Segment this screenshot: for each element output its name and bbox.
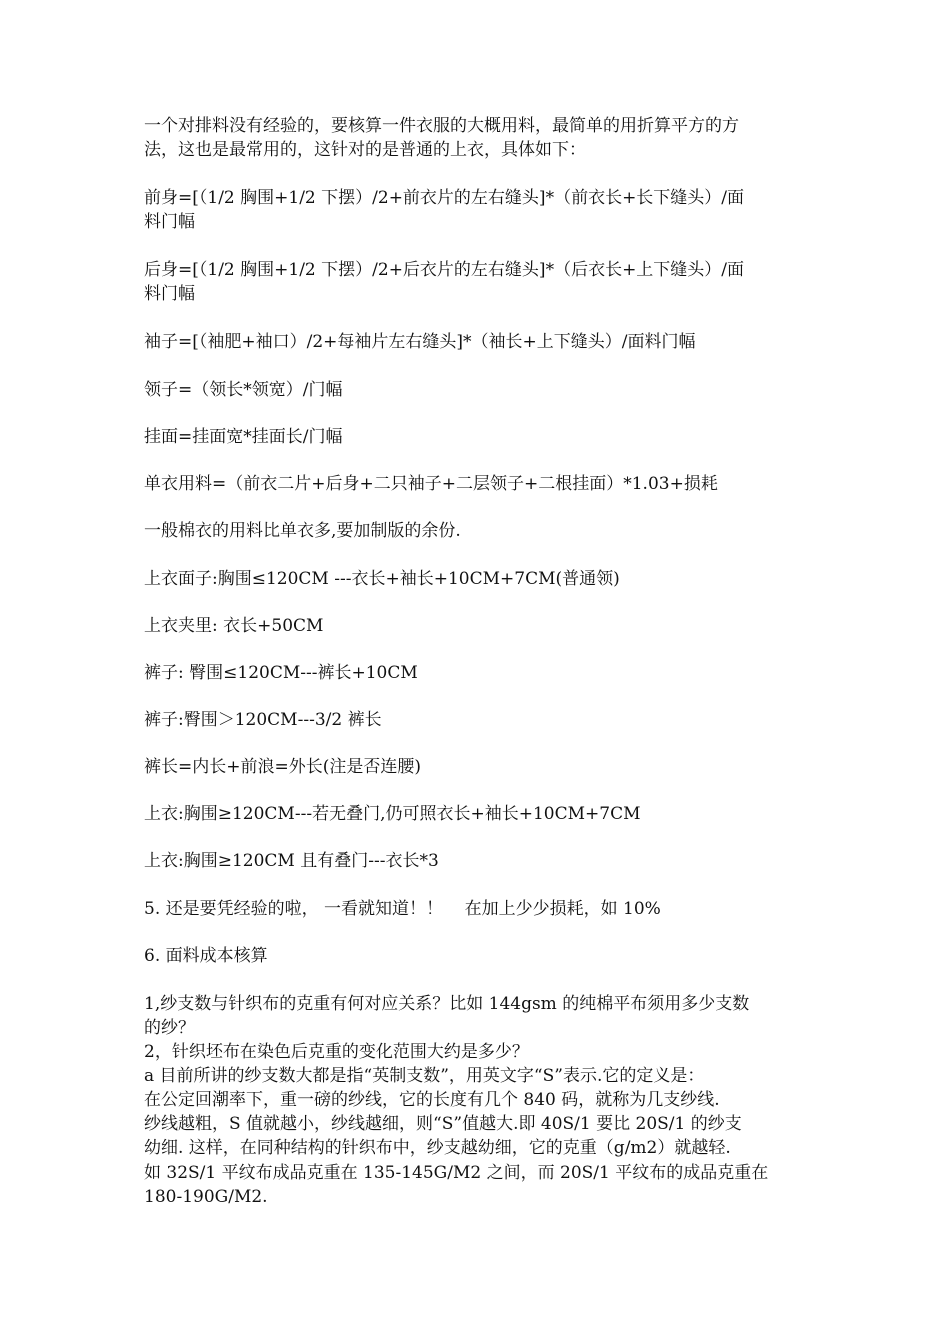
text-line: 裤长=内长+前浪=外长(注是否连腰) [144,757,421,777]
text-line: 前身=[（1/2 胸围+1/2 下摆）/2+前衣片的左右缝头]*（前衣长+长下缝头）/面 [144,188,745,208]
text-line: 1,纱支数与针织布的克重有何对应关系？比如 144gsm 的纯棉平布须用多少支数 [144,994,750,1014]
text-line: 后身=[（1/2 胸围+1/2 下摆）/2+后衣片的左右缝头]*（后衣长+上下缝头）/面 [144,260,745,280]
text-line: 幼细. 这样，在同种结构的针织布中，纱支越幼细，它的克重（g/m2）就越轻. [144,1138,731,1158]
text-line: 上衣:胸围≥120CM 且有叠门---衣长*3 [144,851,439,871]
text-line: 一般棉衣的用料比单衣多,要加制版的余份. [144,521,461,541]
text-line: a 目前所讲的纱支数大都是指“英制支数”，用英文字“S”表示.它的定义是： [144,1066,705,1086]
text-line: 袖子=[（袖肥+袖口）/2+每袖片左右缝头]*（袖长+上下缝头）/面料门幅 [144,332,696,352]
text-line: 挂面=挂面宽*挂面长/门幅 [144,427,343,447]
text-line: 上衣:胸围≥120CM---若无叠门,仍可照衣长+袖长+10CM+7CM [144,804,641,824]
text-line: 裤子:臀围＞120CM---3/2 裤长 [144,710,382,730]
text-line: 料门幅 [144,212,195,232]
text-line: 180-190G/M2. [144,1187,268,1207]
text-line: 纱线越粗，S 值就越小，纱线越细，则“S”值越大.即 40S/1 要比 20S/1 的纱支 [144,1114,742,1134]
text-line: 料门幅 [144,284,195,304]
text-line: 6. 面料成本核算 [144,946,268,966]
text-line: 5. 还是要凭经验的啦， 一看就知道！！ 在加上少少损耗，如 10% [144,899,661,919]
text-line: 如 32S/1 平纹布成品克重在 135-145G/M2 之间，而 20S/1 平纹布的成品克重在 [144,1163,769,1183]
text-line: 法，这也是最常用的，这针对的是普通的上衣，具体如下： [144,140,586,160]
text-line: 的纱？ [144,1018,195,1038]
text-line: 裤子: 臀围≤120CM---裤长+10CM [144,663,418,683]
text-line: 2，针织坯布在染色后克重的变化范围大约是多少？ [144,1042,529,1062]
text-line: 在公定回潮率下，重一磅的纱线，它的长度有几个 840 码，就称为几支纱线. [144,1090,720,1110]
text-line: 一个对排料没有经验的，要核算一件衣服的大概用料，最简单的用折算平方的方 [144,116,739,136]
text-line: 单衣用料=（前衣二片+后身+二只袖子+二层领子+二根挂面）*1.03+损耗 [144,474,718,494]
text-line: 领子=（领长*领宽）/门幅 [144,380,343,400]
text-line: 上衣面子:胸围≤120CM ---衣长+袖长+10CM+7CM(普通领) [144,569,620,589]
text-line: 上衣夹里: 衣长+50CM [144,616,324,636]
